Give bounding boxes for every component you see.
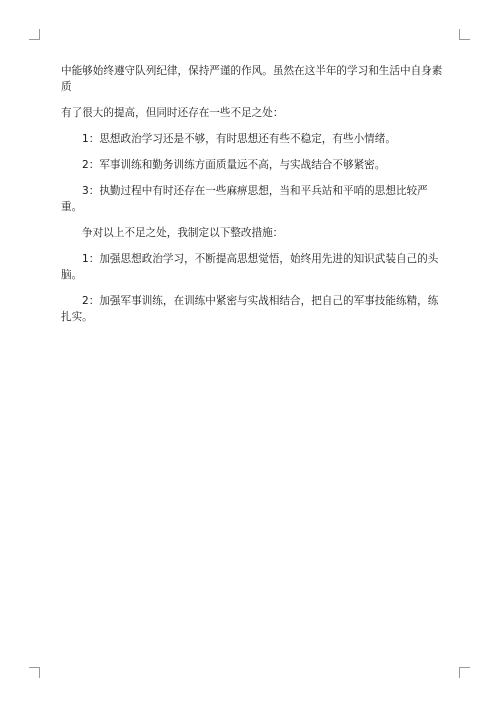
measure-item-1: 1：加强思想政治学习，不断提高思想觉悟，始终用先进的知识武装自己的头脑。	[61, 253, 439, 281]
body-line: 中能够始终遵守队列纪律，保持严谨的作风。虽然在这半年的学习和生活中自身素质	[61, 65, 443, 93]
shortcoming-item-1: 1：思想政治学习还是不够，有时思想还有些不稳定，有些小情绪。	[82, 133, 396, 145]
page-corner-mark-top-right	[459, 29, 470, 40]
measures-intro: 争对以上不足之处，我制定以下整改措施：	[82, 227, 284, 239]
shortcoming-item-2: 2：军事训练和勤务训练方面质量远不高，与实战结合不够紧密。	[82, 159, 386, 171]
measure-item-2: 2：加强军事训练，在训练中紧密与实战相结合，把自己的军事技能练精，练扎实。	[61, 295, 439, 323]
page-corner-mark-bottom-left	[29, 667, 40, 678]
shortcoming-item-3: 3：执勤过程中有时还存在一些麻痹思想，当和平兵站和平哨的思想比较严重。	[61, 185, 428, 213]
body-line: 有了很大的提高，但同时还存在一些不足之处：	[61, 107, 284, 119]
page-corner-mark-bottom-right	[459, 667, 470, 678]
document-body	[61, 63, 447, 335]
page-corner-mark-top-left	[29, 29, 40, 40]
